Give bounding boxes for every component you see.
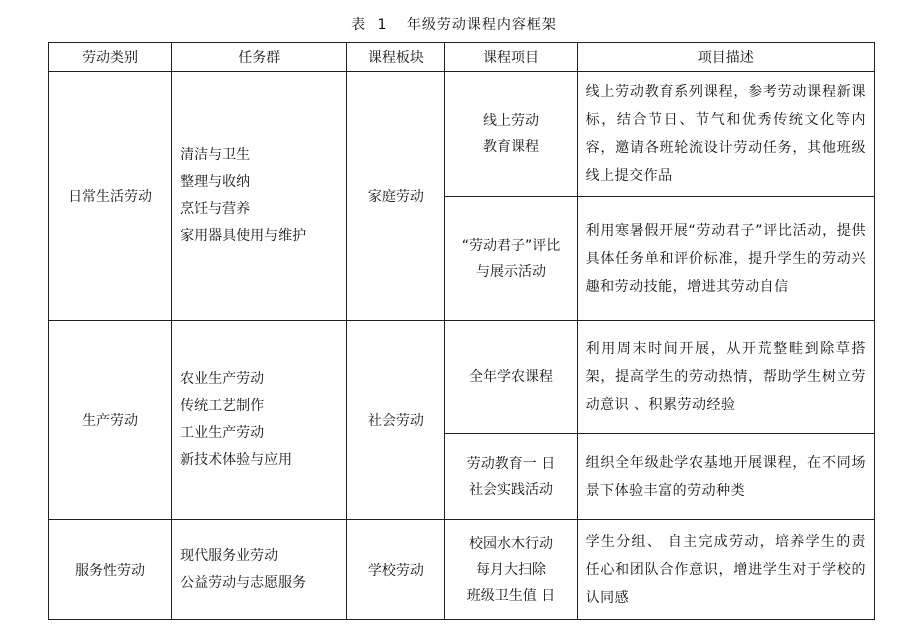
project-line: 校园水木行动 — [469, 535, 554, 552]
module-cell: 家庭劳动 — [347, 72, 445, 321]
caption-number: 1 — [377, 17, 388, 33]
header-tasks: 任务群 — [172, 43, 347, 72]
task-item: 现代服务业劳动 — [180, 547, 279, 564]
project-cell — [445, 72, 577, 197]
project-cell — [445, 434, 577, 520]
header-category: 劳动类别 — [49, 43, 172, 72]
description-cell: 利用寒暑假开展“劳动君子”评比活动，提供具体任务单和评价标准，提升学生的劳动兴趣和劳动技能，增进其劳动自信 — [577, 197, 874, 321]
task-item: 农业生产劳动 — [180, 371, 265, 387]
curriculum-table — [48, 42, 875, 620]
task-item: 清洁与卫生 — [180, 147, 251, 163]
caption-label: 表 — [351, 17, 367, 33]
module-cell: 学校劳动 — [347, 520, 445, 620]
header-description: 项目描述 — [577, 43, 874, 72]
task-group-cell — [172, 321, 347, 520]
project-line: 全年学农课程 — [469, 369, 554, 385]
project-line: 每月大扫除 — [476, 561, 547, 578]
header-row — [49, 43, 875, 72]
project-cell — [445, 520, 577, 620]
task-group-cell — [172, 520, 347, 620]
project-line: 劳动教育一 日 — [466, 455, 556, 472]
description-cell: 组织全年级赴学农基地开展课程，在不同场景下体验丰富的劳动种类 — [577, 434, 874, 520]
task-item: 新技术体验与应用 — [180, 452, 293, 468]
description-cell: 线上劳动教育系列课程，参考劳动课程新课标，结合节日、节气和优秀传统文化等内容，邀请各班轮流设计劳动任务，其他班级线上提交作品 — [577, 72, 874, 197]
category-cell: 生产劳动 — [49, 321, 172, 520]
project-line: 与展示活动 — [476, 263, 547, 280]
category-cell: 日常生活劳动 — [49, 72, 172, 321]
project-line: 班级卫生值 日 — [466, 587, 556, 604]
table-row — [49, 72, 875, 197]
task-item: 烹饪与营养 — [180, 201, 251, 217]
table-row — [49, 321, 875, 434]
header-module: 课程板块 — [347, 43, 445, 72]
project-cell — [445, 321, 577, 434]
header-project: 课程项目 — [445, 43, 577, 72]
project-cell — [445, 197, 577, 321]
project-line: 教育课程 — [483, 139, 540, 155]
project-line: 社会实践活动 — [469, 481, 554, 498]
caption-title: 年级劳动课程内容框架 — [406, 17, 557, 33]
task-item: 传统工艺制作 — [180, 398, 265, 414]
table-row — [49, 520, 875, 620]
project-line: 线上劳动 — [483, 113, 540, 129]
category-cell: 服务性劳动 — [49, 520, 172, 620]
module-cell: 社会劳动 — [347, 321, 445, 520]
description-cell: 学生分组、 自主完成劳动，培养学生的责任心和团队合作意识，增进学生对于学校的认同感 — [577, 520, 874, 620]
task-item: 家用器具使用与维护 — [180, 228, 307, 244]
project-line: “劳动君子”评比 — [461, 237, 561, 254]
task-item: 工业生产劳动 — [180, 425, 265, 441]
task-item: 公益劳动与志愿服务 — [180, 574, 307, 591]
description-cell: 利用周末时间开展，从开荒整畦到除草搭架，提高学生的劳动热情，帮助学生树立劳动意识 、积累劳动经验 — [577, 321, 874, 434]
table-caption — [0, 14, 908, 34]
task-item: 整理与收纳 — [180, 174, 251, 190]
task-group-cell — [172, 72, 347, 321]
